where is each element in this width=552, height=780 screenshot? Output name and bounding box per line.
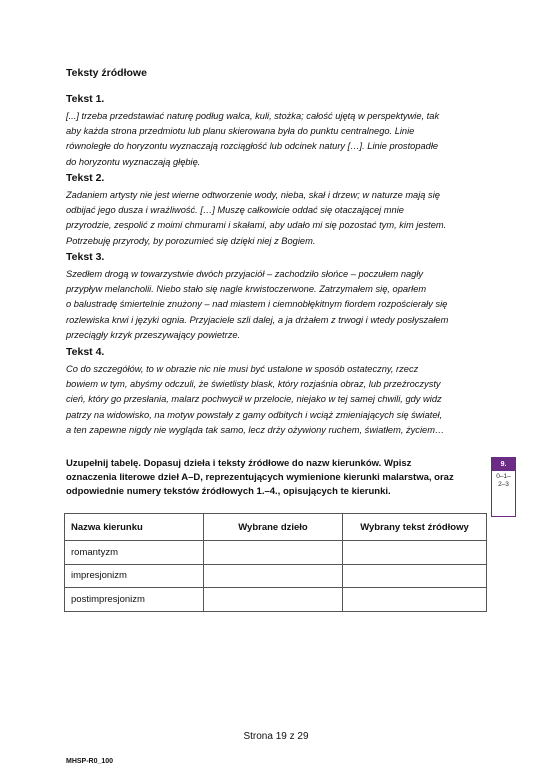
source-text-2 <box>66 172 496 249</box>
direction-name-cell: impresjonizm <box>65 564 204 588</box>
table-row <box>65 541 487 565</box>
page-number: Strona 19 z 29 <box>243 731 309 742</box>
source-text-line: Zadaniem artysty nie jest wierne odtworzenie wody, nieba, skał i drzew; w naturze mają się <box>66 190 440 200</box>
source-text-heading: Tekst 3. <box>66 251 105 263</box>
source-text-line: równoległe do horyzontu wyznaczają rozciągłość lub odcinek natury […]. Linie prostopadłe <box>66 141 439 152</box>
column-header: Nazwa kierunku <box>65 514 204 541</box>
source-text-line: aby każda strona przedmiotu lub planu skierowana była do punktu centralnego. Linie <box>66 126 415 137</box>
task-line: Uzupełnij tabelę. Dopasuj dzieła i teksty źródłowe do nazw kierunków. Wpisz <box>66 458 412 469</box>
score-box <box>491 457 516 517</box>
source-text-line: przypływ melancholii. Niebo stało się nagle krwistoczerwone. Zatrzymałem się, oparłem <box>66 284 427 295</box>
source-text-line: o balustradę śmiertelnie znużony – nad miastem i ciemnobłękitnym fiordem rozpościerały się <box>66 299 448 310</box>
score-option: 2–3 <box>498 481 509 488</box>
source-text-line: do horyzontu wyznaczają głębię. <box>66 156 201 167</box>
chosen-text-cell[interactable] <box>343 564 487 588</box>
score-option: 0–1– <box>496 473 511 480</box>
source-text-heading: Tekst 1. <box>66 93 105 105</box>
source-text-line: przeciągły krzyk przeszywający powietrze. <box>66 329 241 340</box>
source-text-line: a ten zapewne nigdy nie wygląda tak samo, lecz drży ożywiony ruchem, światłem, życiem… <box>66 424 445 435</box>
source-text-line: przyrodzie, zespolić z moimi chmurami i skałami, aby udało mi się pozostać tym, kim jestem. <box>66 220 447 231</box>
source-text-line: bowiem w tym, abyśmy odczuli, że świetlisty blask, który rozjaśnia obraz, lub przeźroczysty <box>66 379 441 390</box>
chosen-text-cell[interactable] <box>343 541 487 565</box>
chosen-work-cell[interactable] <box>204 564 343 588</box>
source-text-line: cień, który go przesłania, malarz pochwycił w przelocie, niejako w tej samej chwili, gdy widz <box>66 394 442 405</box>
source-text-3 <box>66 251 496 343</box>
source-text-line: Potrzebuję przyrody, by porozumieć się dzięki niej z Bogiem. <box>66 235 316 246</box>
task-number: 9. <box>492 458 515 471</box>
source-text-line: Szedłem drogą w towarzystwie dwóch przyjaciół – zachodziło słońce – poczułem nagły <box>66 269 424 279</box>
section-title: Teksty źródłowe <box>66 67 147 79</box>
column-header: Wybrane dzieło <box>204 514 343 541</box>
exam-code: MHSP-R0_100 <box>66 758 114 765</box>
table-row <box>65 564 487 588</box>
task-line: odpowiednie numery tekstów źródłowych 1.–4., opisujących te kierunki. <box>66 486 391 498</box>
table-header-row <box>65 514 487 541</box>
chosen-text-cell[interactable] <box>343 588 487 612</box>
answer-table <box>64 513 487 612</box>
source-text-4 <box>66 346 496 438</box>
task-instruction <box>66 457 486 500</box>
source-text-1 <box>66 93 496 170</box>
source-text-line: rozlewiska krwi i języki ognia. Przyjaciele szli dalej, a ja drżałem z trwogi i wtedy posłyszałem <box>66 314 449 325</box>
source-text-line: odbijać jego dusza i wrażliwość. […] Muszę całkowicie oddać się otaczającej mnie <box>66 205 404 216</box>
task-line: oznaczenia literowe dzieł A–D, reprezentujących wymienione kierunki malarstwa, oraz <box>66 472 454 484</box>
source-text-heading: Tekst 4. <box>66 346 105 358</box>
source-text-line: Co do szczegółów, to w obrazie nic nie musi być ustalone w sposób ostateczny, rzecz <box>66 364 419 374</box>
source-text-line: [...] trzeba przedstawiać naturę podług walca, kuli, stożka; całość ujętą w perspektywie, tak <box>66 111 440 121</box>
direction-name-cell: romantyzm <box>65 541 204 565</box>
chosen-work-cell[interactable] <box>204 541 343 565</box>
table-row <box>65 588 487 612</box>
column-header: Wybrany tekst źródłowy <box>343 514 487 541</box>
source-text-heading: Tekst 2. <box>66 172 105 184</box>
source-text-line: patrzy na widowisko, na motyw powstały z gamy odbitych i wciąż zmieniających się świateł, <box>66 409 443 420</box>
chosen-work-cell[interactable] <box>204 588 343 612</box>
direction-name-cell: postimpresjonizm <box>65 588 204 612</box>
